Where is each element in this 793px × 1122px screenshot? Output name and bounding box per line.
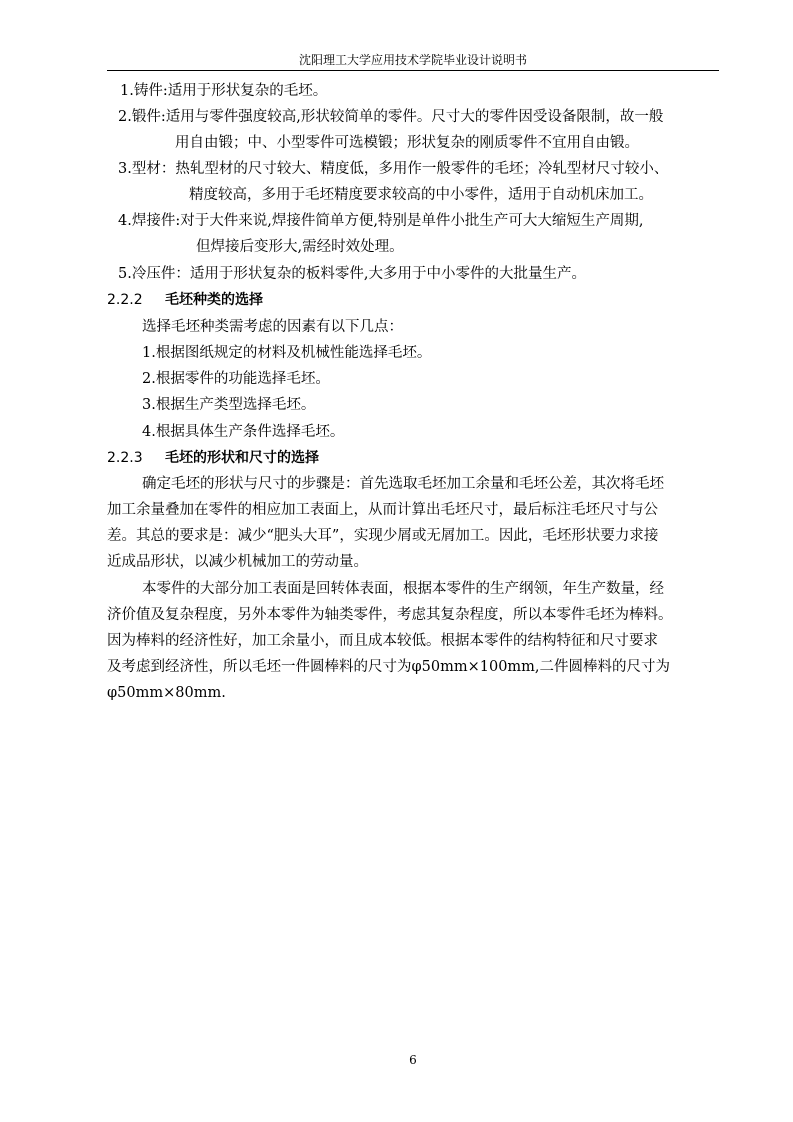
paragraph-line: 本零件的大部分加工表面是回转体表面，根据本零件的生产纲领，年生产数量，经 [142,581,664,597]
section-number-222: 2.2.2 [107,292,143,308]
paragraph-line: 近成品形状，以减少机械加工的劳动量。 [107,554,368,570]
blank-type-item-casting: 1.铸件:适用于形状复杂的毛坯。 [120,83,328,99]
paragraph-line: 加工余量叠加在零件的相应加工表面上，从而计算出毛坯尺寸，最后标注毛坯尺寸与公 [107,502,658,518]
blank-type-item-weldment: 4.焊接件:对于大件来说,焊接件简单方便,特别是单件小批生产可大大缩短生产周期, [118,213,644,229]
blank-type-item-profile-cont: 精度较高，多用于毛坯精度要求较高的中小零件，适用于自动机床加工。 [189,187,653,203]
section-222-intro: 选择毛坯种类需考虑的因素有以下几点： [142,319,403,335]
paragraph-line: 差。其总的要求是：减少“肥头大耳”，实现少屑或无屑加工。因此，毛坯形状要力求接 [107,528,659,544]
blank-type-item-forging-cont: 用自由锻；中、小型零件可选模锻；形状复杂的刚质零件不宜用自由锻。 [175,135,639,151]
list-item: 2.根据零件的功能选择毛坯。 [142,371,330,387]
blank-type-item-cold-press: 5.冷压件：适用于形状复杂的板料零件,大多用于中小零件的大批量生产。 [118,266,586,282]
paragraph-line: 确定毛坯的形状与尺寸的步骤是：首先选取毛坯加工余量和毛坯公差，其次将毛坯 [142,476,664,492]
list-item: 1.根据图纸规定的材料及机械性能选择毛坯。 [142,345,432,361]
section-title-223: 毛坯的形状和尺寸的选择 [165,450,319,466]
paragraph-line: 及考虑到经济性，所以毛坯一件圆棒料的尺寸为φ50mm×100mm,二件圆棒料的尺寸为 [107,659,671,675]
section-number-223: 2.2.3 [107,450,143,466]
paragraph-line: 济价值及复杂程度，另外本零件为轴类零件，考虑其复杂程度，所以本零件毛坯为棒料。 [107,607,673,623]
paragraph-line: 因为棒料的经济性好，加工余量小，而且成本较低。根据本零件的结构特征和尺寸要求 [107,633,658,649]
blank-type-item-forging: 2.锻件:适用与零件强度较高,形状较简单的零件。尺寸大的零件因受设备限制，故一般 [118,109,664,125]
page-header-title: 沈阳理工大学应用技术学院毕业设计说明书 [298,53,527,67]
blank-type-item-weldment-cont: 但焊接后变形大,需经时效处理。 [196,239,404,255]
section-heading-223 [107,449,319,467]
header-rule [107,70,719,71]
section-title-222: 毛坯种类的选择 [165,292,263,308]
paragraph-line: φ50mm×80mm. [107,685,226,701]
section-heading-222 [107,291,263,309]
blank-type-item-profile: 3.型材：热轧型材的尺寸较大、精度低，多用作一般零件的毛坯；冷轧型材尺寸较小、 [118,161,669,177]
page-number: 6 [409,1053,417,1067]
list-item: 3.根据生产类型选择毛坯。 [142,397,316,413]
list-item: 4.根据具体生产条件选择毛坯。 [142,424,345,440]
